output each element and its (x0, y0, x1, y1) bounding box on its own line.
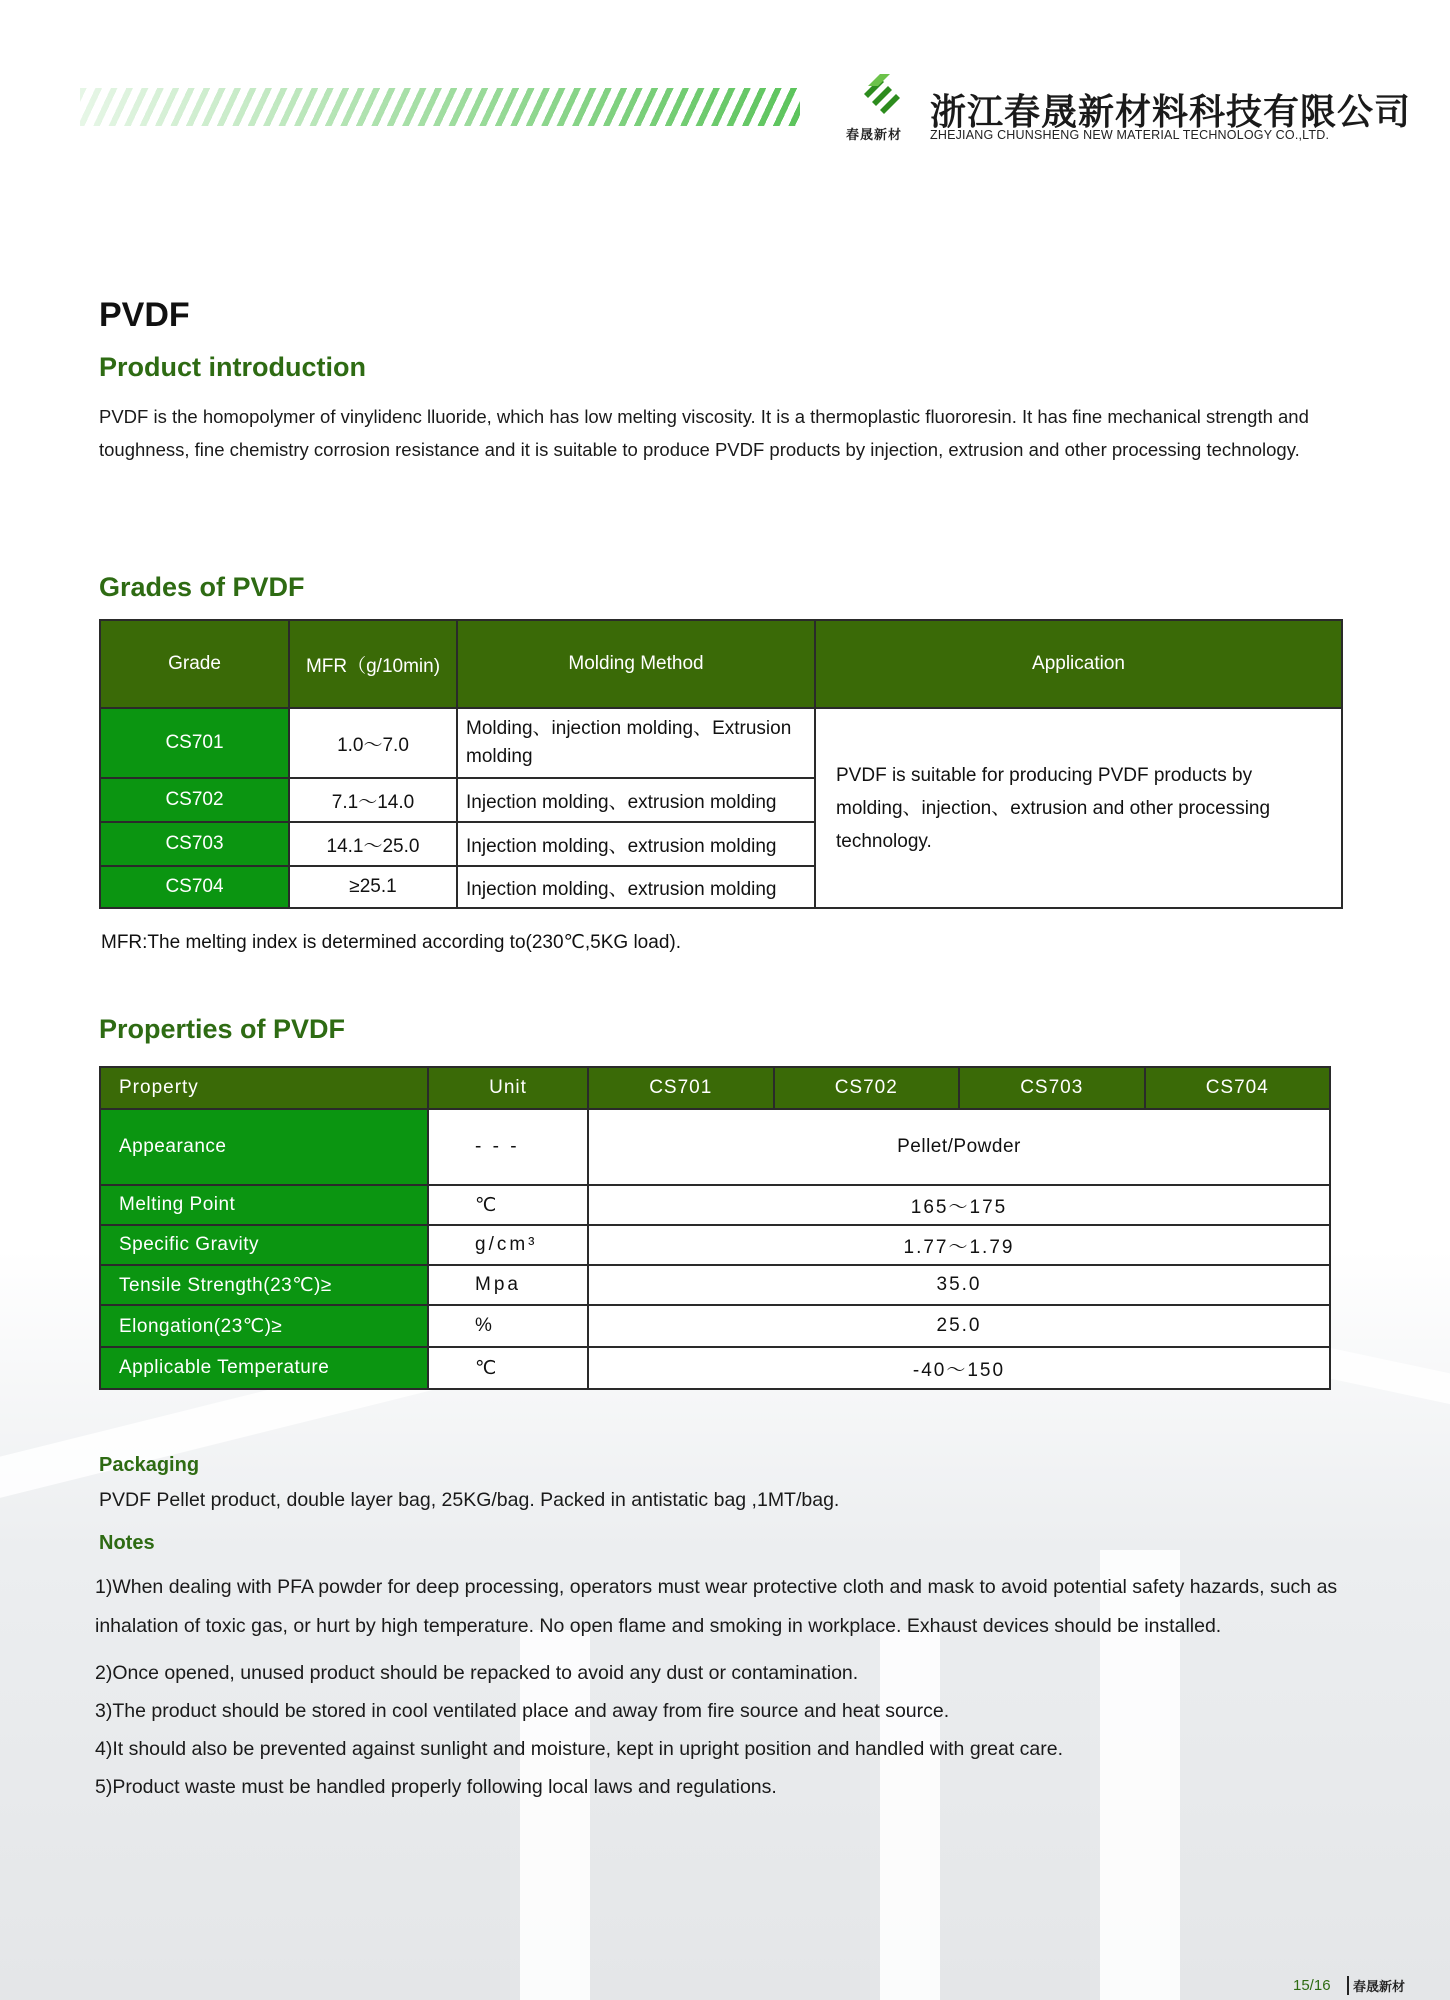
table-row (100, 708, 1342, 778)
column-header: CS702 (774, 1067, 960, 1109)
grades-table (99, 619, 1343, 909)
page-number: 15/16 (1293, 1977, 1331, 1994)
unit-cell: Mpa (428, 1265, 588, 1305)
column-header: CS704 (1145, 1067, 1331, 1109)
intro-text: PVDF is the homopolymer of vinylidenc lluoride, which has low melting viscosity. It is a thermoplastic fluororesin. It has fine mechanical strength and toughness, fine chemistry corrosion resistance and it is suitable to produce PVDF products by injection, extrusion and other processing technology. (99, 406, 1309, 460)
mfr-cell: 1.0～7.0 (289, 708, 457, 778)
notes-heading: Notes (99, 1532, 155, 1554)
property-cell: Appearance (100, 1109, 428, 1185)
intro-heading: Product introduction (99, 352, 366, 382)
unit-cell: ℃ (428, 1185, 588, 1225)
header-stripes (80, 88, 800, 126)
grades-heading: Grades of PVDF (99, 572, 305, 602)
application-cell: PVDF is suitable for producing PVDF products by molding、injection、extrusion and other processing technology. (815, 708, 1342, 908)
packaging-text: PVDF Pellet product, double layer bag, 25KG/bag. Packed in antistatic bag ,1MT/bag. (99, 1489, 840, 1511)
footer-logo-text: 春晟新材 (1347, 1976, 1405, 1995)
method-cell: Molding、injection molding、Extrusion molding (457, 708, 815, 778)
unit-cell: % (428, 1305, 588, 1347)
note-item: 3)The product should be stored in cool ventilated place and away from fire source and heat source. (95, 1700, 950, 1722)
column-header: Property (100, 1067, 428, 1109)
properties-table (99, 1066, 1331, 1390)
page-title: PVDF (99, 296, 190, 334)
unit-cell: g/cm³ (428, 1225, 588, 1265)
note-item: 1)When dealing with PFA powder for deep processing, operators must wear protective cloth and mask to avoid potential safety hazards, such as inhalation of toxic gas, or hurt by high temperature. No open flame and smoking in workplace. Exhaust devices should be installed. (95, 1576, 1338, 1637)
property-cell: Applicable Temperature (100, 1347, 428, 1389)
property-cell: Elongation(23℃)≥ (100, 1305, 428, 1347)
properties-header-row (100, 1067, 1330, 1109)
unit-cell: - - - (428, 1109, 588, 1185)
table-row (100, 1109, 1330, 1185)
method-cell: Injection molding、extrusion molding (457, 822, 815, 866)
table-row (100, 1265, 1330, 1305)
grade-cell: CS703 (100, 822, 289, 866)
grade-cell: CS704 (100, 866, 289, 908)
value-cell: 1.77～1.79 (588, 1225, 1330, 1265)
table-row (100, 1225, 1330, 1265)
property-cell: Melting Point (100, 1185, 428, 1225)
table-row (100, 1305, 1330, 1347)
mfr-cell: ≥25.1 (289, 866, 457, 908)
grade-cell: CS702 (100, 778, 289, 822)
notes-list (95, 1568, 1355, 1806)
value-cell: 165～175 (588, 1185, 1330, 1225)
method-cell: Injection molding、extrusion molding (457, 866, 815, 908)
mfr-cell: 14.1～25.0 (289, 822, 457, 866)
value-cell: 25.0 (588, 1305, 1330, 1347)
property-cell: Tensile Strength(23℃)≥ (100, 1265, 428, 1305)
company-name-en: ZHEJIANG CHUNSHENG NEW MATERIAL TECHNOLOGY CO.,LTD. (930, 128, 1330, 142)
column-header: CS703 (959, 1067, 1145, 1109)
value-cell: 35.0 (588, 1265, 1330, 1305)
note-item: 5)Product waste must be handled properly following local laws and regulations. (95, 1776, 777, 1798)
grades-header-row (100, 620, 1342, 708)
value-cell: -40～150 (588, 1347, 1330, 1389)
property-cell: Specific Gravity (100, 1225, 428, 1265)
mfr-cell: 7.1～14.0 (289, 778, 457, 822)
note-item: 2)Once opened, unused product should be repacked to avoid any dust or contamination. (95, 1662, 859, 1684)
logo-text: 春晟新材 (846, 127, 903, 142)
column-header: Application (815, 620, 1342, 708)
note-item: 4)It should also be prevented against sunlight and moisture, kept in upright position and handled with great care. (95, 1738, 1064, 1760)
properties-heading: Properties of PVDF (99, 1014, 346, 1044)
company-name-cn: 浙江春晟新材料科技有限公司 (930, 91, 1412, 132)
mfr-note: MFR:The melting index is determined according to(230℃,5KG load). (101, 932, 681, 953)
table-row (100, 1347, 1330, 1389)
column-header: Grade (100, 620, 289, 708)
method-cell: Injection molding、extrusion molding (457, 778, 815, 822)
unit-cell: ℃ (428, 1347, 588, 1389)
packaging-heading: Packaging (99, 1454, 200, 1476)
column-header: Unit (428, 1067, 588, 1109)
column-header: CS701 (588, 1067, 774, 1109)
value-cell: Pellet/Powder (588, 1109, 1330, 1185)
company-logo-icon (850, 68, 910, 120)
grade-cell: CS701 (100, 708, 289, 778)
table-row (100, 1185, 1330, 1225)
column-header: Molding Method (457, 620, 815, 708)
column-header: MFR（g/10min) (289, 620, 457, 708)
